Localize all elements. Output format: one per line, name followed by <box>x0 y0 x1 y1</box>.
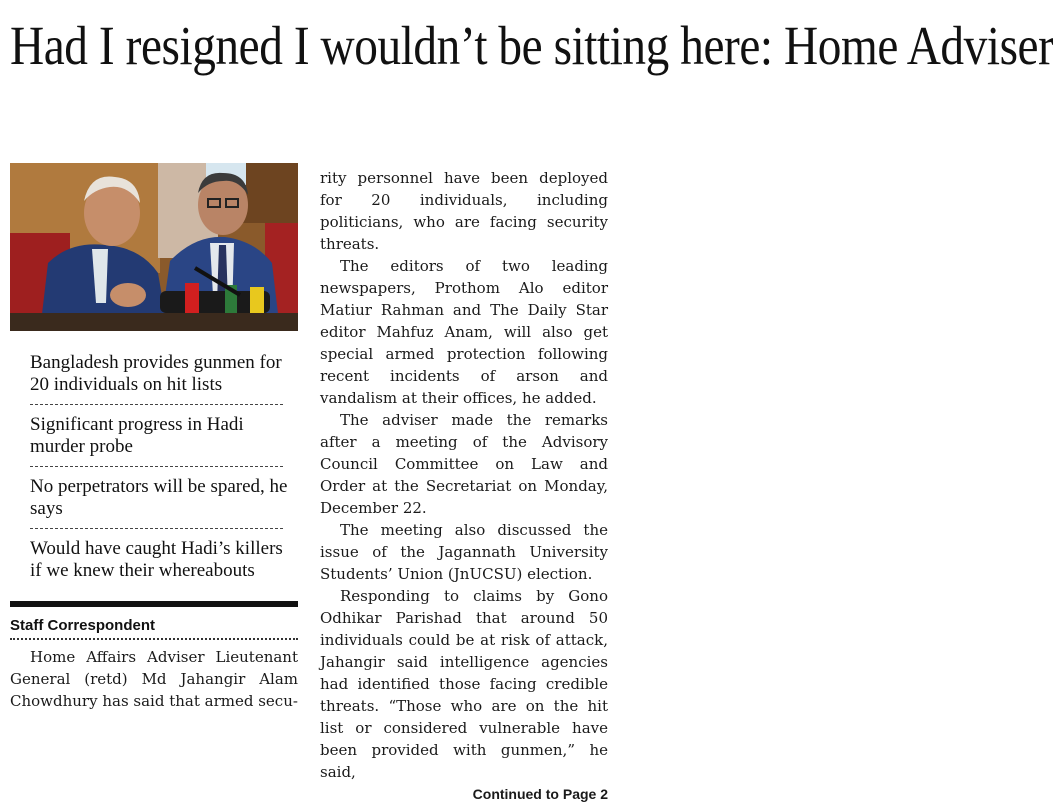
body-paragraph: The editors of two leading newspapers, Prothom Alo editor Matiur Rahman and The Daily Star editor Mahfuz Anam, will also get special armed protection following recent incidents of arson and vandalism at their offices, he added. <box>320 257 608 407</box>
article-column-right <box>320 167 608 805</box>
byline: Staff Correspondent <box>10 617 156 634</box>
headline: Had I resigned I wouldn’t be sitting here: Home Adviser <box>10 15 1053 76</box>
byline-divider <box>10 638 298 640</box>
highlight-divider <box>30 466 283 467</box>
section-rule <box>10 601 298 607</box>
highlight-item: Significant progress in Hadi murder probe <box>30 414 244 457</box>
lead-paragraph: Home Affairs Adviser Lieutenant General (retd) Md Jahangir Alam Chowdhury has said that armed secu- <box>10 648 298 710</box>
highlights-list <box>30 352 290 582</box>
body-paragraph: The adviser made the remarks after a meeting of the Advisory Council Committee on Law and Order at the Secretariat on Monday, December 22. <box>320 411 608 517</box>
body-paragraph: The meeting also discussed the issue of the Jagannath University Students’ Union (JnUCSU) election. <box>320 521 608 583</box>
article-column-left <box>10 646 298 712</box>
body-paragraph: rity personnel have been deployed for 20 individuals, including politicians, who are facing security threats. <box>320 169 608 253</box>
highlight-divider <box>30 404 283 405</box>
highlight-item: No perpetrators will be spared, he says <box>30 476 288 519</box>
body-paragraph: Responding to claims by Gono Odhikar Parishad that around 50 individuals could be at risk of attack, Jahangir said intelligence agencies had identified those facing credible threats. “Those who are on the hit list or considered vulnerable have been provided with gunmen,” he said, <box>320 587 608 781</box>
news-photo <box>10 163 298 331</box>
continued-link[interactable]: Continued to Page 2 <box>472 786 608 802</box>
highlight-divider <box>30 528 283 529</box>
highlight-item: Would have caught Hadi’s killers if we knew their whereabouts <box>30 538 283 581</box>
highlight-item: Bangladesh provides gunmen for 20 individuals on hit lists <box>30 352 282 395</box>
